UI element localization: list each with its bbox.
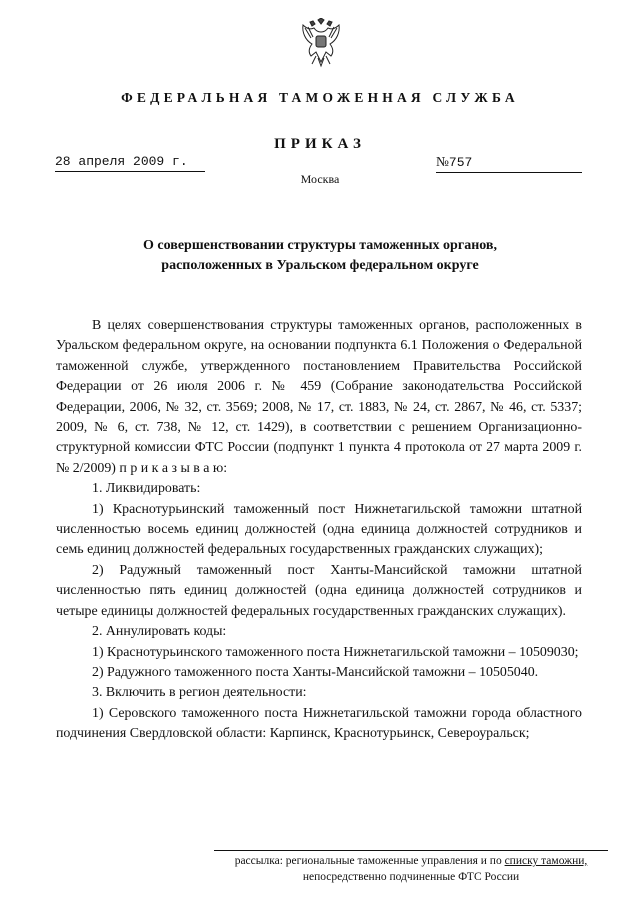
- footer-underlined-text: списку таможни,: [504, 855, 588, 867]
- section-2-item-1: 1) Краснотурьинского таможенного поста Нижнетагильской таможни – 10509030;: [92, 644, 579, 660]
- document-type: ПРИКАЗ: [274, 136, 366, 152]
- number-value: 757: [448, 155, 473, 170]
- section-1-item-1: 1) Краснотурьинский таможенный пост Нижнетагильской таможни штатной численностью восемь единиц должностей (одна единица должностей сотрудников и семь единиц должностей федеральных государственных гражданских служащих);: [56, 501, 582, 558]
- section-2-heading: 2. Аннулировать коды:: [92, 624, 227, 640]
- order-date: 28 апреля 2009 г.: [55, 153, 205, 172]
- footer-text: рассылка: региональные таможенные управления и по: [234, 855, 505, 867]
- section-3-item-1: 1) Серовского таможенного поста Нижнетагильской таможни города областного подчинения Свердловской области: Карпинск, Краснотурьинск, Североуральск;: [56, 705, 582, 742]
- preamble-paragraph: В целях совершенствования структуры таможенных органов, расположенных в Уральском федеральном округе, на основании подпункта 6.1 Положения о Федеральной таможенной службе, утвержденного постановлением Правительства Российской Федерации от 26 июля 2006 г. № 459 (Собрание законодательства Российской Федерации, 2006, № 32, ст. 3569; 2008, № 17, ст. 1883, № 24, ст. 2867, № 46, ст. 5337; 2009, № 6, ст. 738, № 12, ст. 1429), в соответствии с решением Организационно-структурной комиссии ФТС России (подпункт 1 пункта 4 протокола от 27 марта 2009 г. № 2/2009) п р и к а з ы в а ю:: [56, 318, 582, 476]
- organization-name: ФЕДЕРАЛЬНАЯ ТАМОЖЕННАЯ СЛУЖБА: [121, 90, 519, 105]
- order-title: [60, 236, 580, 276]
- title-line-2: расположенных в Уральском федеральном округе: [161, 258, 479, 273]
- order-number: [436, 153, 582, 173]
- section-1-item-2: 2) Радужный таможенный пост Ханты-Мансийской таможни штатной численностью пять единиц должностей (одна единица должностей сотрудников и четыре единицы должностей федеральных государственных гражданских служащих).: [56, 562, 582, 619]
- number-prefix: №: [436, 154, 449, 169]
- order-body: [56, 316, 582, 745]
- city: Москва: [300, 172, 340, 186]
- distribution-footer: [214, 850, 608, 885]
- footer-line-1: [214, 853, 608, 869]
- section-2-item-2: 2) Радужного таможенного поста Ханты-Мансийской таможни – 10505040.: [92, 664, 539, 680]
- russian-coat-of-arms-icon: [300, 18, 342, 68]
- section-1-heading: 1. Ликвидировать:: [92, 481, 201, 497]
- section-3-heading: 3. Включить в регион деятельности:: [92, 685, 307, 701]
- title-line-1: О совершенствовании структуры таможенных органов,: [143, 238, 497, 253]
- footer-line-2: непосредственно подчиненные ФТС России: [302, 871, 520, 883]
